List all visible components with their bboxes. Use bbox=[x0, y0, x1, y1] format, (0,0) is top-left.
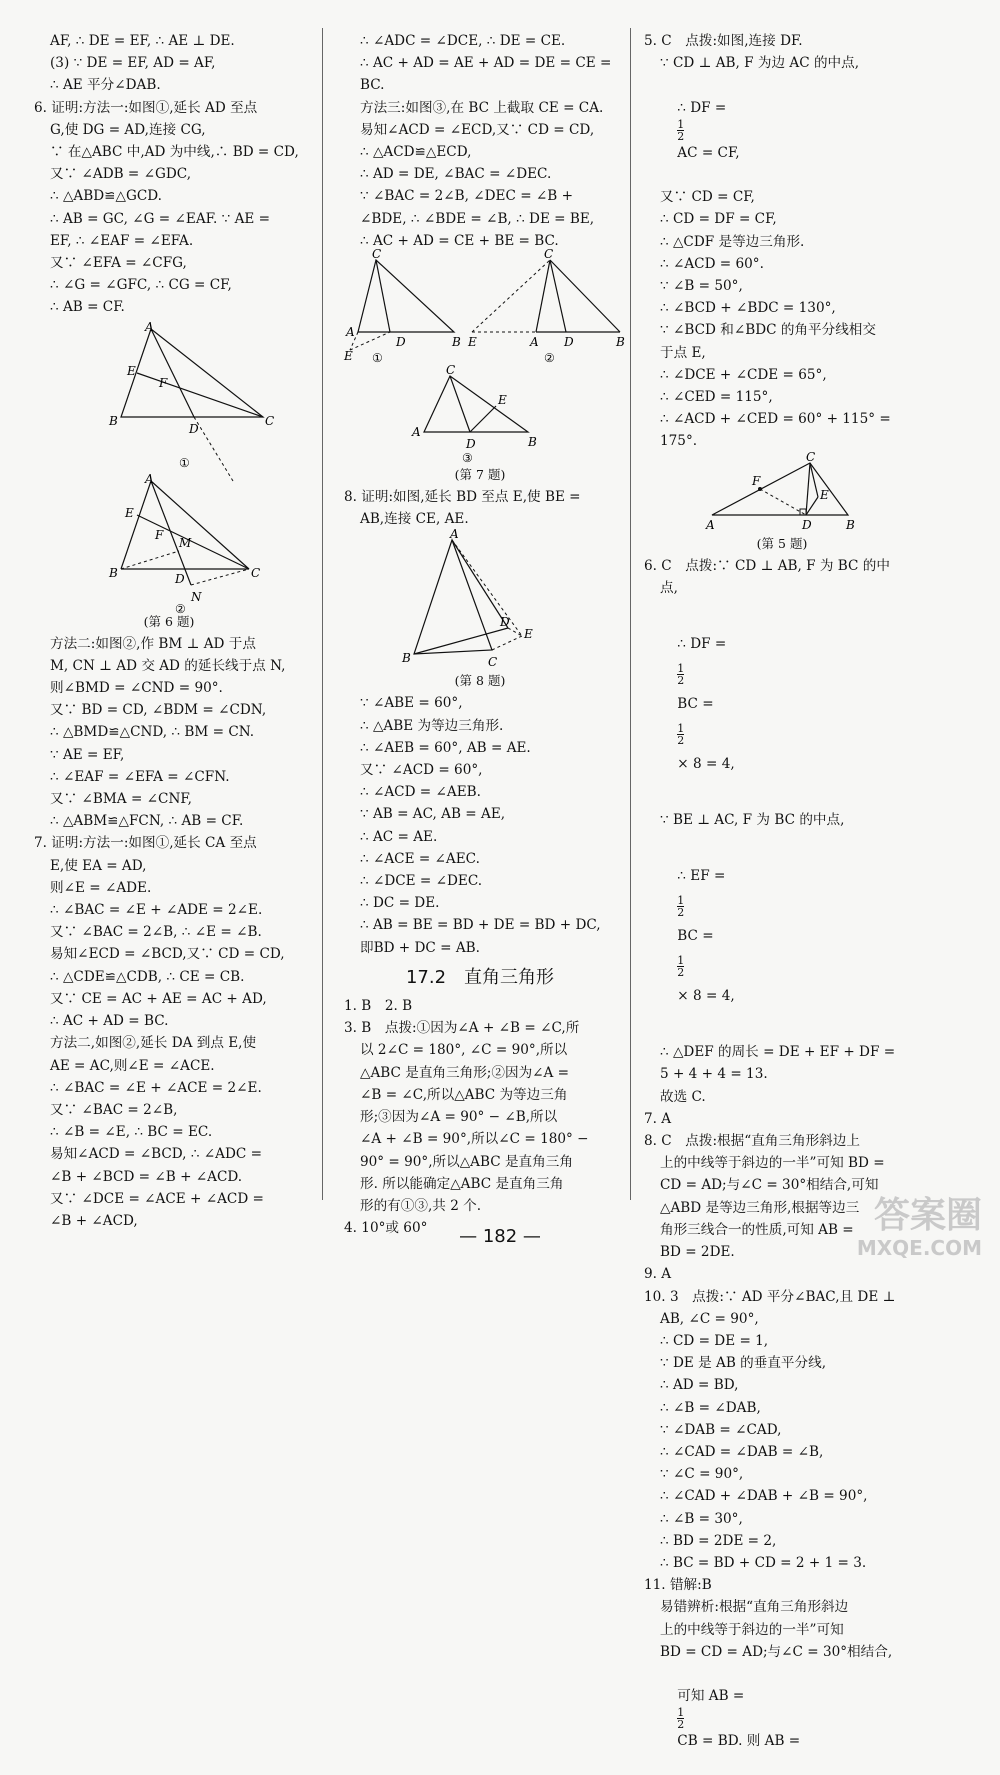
text-line: ∴ AD = BD, bbox=[660, 1377, 739, 1394]
text-line: ∵ DE 是 AB 的垂直平分线, bbox=[660, 1355, 827, 1372]
text-line: ∵ 在△ABC 中,AD 为中线,∴ BD = CD, bbox=[50, 144, 299, 161]
text-line: G,使 DG = AD,连接 CG, bbox=[50, 121, 206, 138]
text-line: ∴ BD = 2DE = 2, bbox=[660, 1532, 777, 1549]
fraction bbox=[677, 663, 684, 686]
fig-label: A bbox=[412, 425, 421, 440]
figure-q6-1 bbox=[79, 319, 275, 471]
fig-label: C bbox=[544, 247, 554, 262]
fraction-bottom: 2 bbox=[677, 129, 685, 143]
fig-label: E bbox=[524, 627, 533, 642]
text-line: 形. 所以能确定△ABC 是直角三角 bbox=[360, 1175, 564, 1192]
fig-label: A bbox=[145, 471, 154, 486]
col2-text-c bbox=[344, 692, 616, 958]
text-line: 5. C 点拨:如图,连接 DF. bbox=[644, 33, 803, 49]
text-line: ∴ ∠B = ∠E, ∴ BC = EC. bbox=[50, 1124, 213, 1141]
figure-caption: (第 5 题) bbox=[756, 535, 808, 551]
text-line: △ABC 是直角三角形;②因为∠A = bbox=[360, 1064, 570, 1081]
text-line: ∵ ∠DAB = ∠CAD, bbox=[660, 1421, 782, 1438]
fraction-top: 1 bbox=[677, 894, 685, 908]
col2-text-d bbox=[344, 995, 616, 1239]
text-fragment: AC = CF, bbox=[677, 144, 740, 161]
text-line: 4. 10°或 60° bbox=[344, 1220, 428, 1237]
text-line: 方法二,如图②,延长 DA 到点 E,使 bbox=[50, 1035, 257, 1052]
text-line: ∵ ∠ABE = 60°, bbox=[360, 695, 463, 712]
text-fragment: BC = bbox=[677, 696, 714, 713]
figure-q7-3 bbox=[410, 363, 550, 466]
fraction-top: 1 bbox=[677, 117, 685, 131]
text-line: 8. C 点拨:根据“直角三角形斜边上 bbox=[644, 1133, 860, 1150]
text-line bbox=[644, 74, 920, 186]
text-fragment: ∴ EF = bbox=[677, 868, 726, 885]
fig-label: E bbox=[125, 505, 134, 520]
text-line: ∵ CD ⊥ AB, F 为边 AC 的中点, bbox=[660, 55, 860, 72]
text-line: 易知∠ACD = ∠BCD, ∴ ∠ADC = bbox=[50, 1146, 263, 1163]
text-line: M, CN ⊥ AD 交 AD 的延长线于点 N, bbox=[50, 657, 286, 674]
fig-label: A bbox=[530, 335, 539, 350]
figure-caption: (第 8 题) bbox=[454, 673, 506, 689]
figure-caption: (第 6 题) bbox=[143, 613, 195, 629]
fraction bbox=[677, 723, 684, 746]
text-line: ∴ AB = CF. bbox=[50, 299, 125, 316]
fig-label: C bbox=[446, 363, 456, 378]
fig-label: C bbox=[488, 655, 498, 670]
text-line: 即BD + DC = AB. bbox=[360, 939, 480, 956]
text-line: 7. 证明:方法一:如图①,延长 CA 至点 bbox=[34, 835, 257, 852]
text-line: ∵ AE = EF, bbox=[50, 746, 125, 763]
fig-label: A bbox=[145, 319, 154, 334]
text-line: 方法二:如图②,作 BM ⊥ AD 于点 bbox=[50, 635, 256, 652]
text-line: AB, ∠C = 90°, bbox=[660, 1310, 759, 1327]
text-line: 175°. bbox=[660, 433, 698, 450]
text-line: ∴ ∠B = 30°, bbox=[660, 1510, 743, 1527]
text-line: ∠B = ∠C,所以△ABC 为等边三角 bbox=[360, 1086, 568, 1103]
text-line: ∴ ∠G = ∠GFC, ∴ CG = CF, bbox=[50, 277, 232, 294]
fig-label: A bbox=[450, 527, 459, 542]
column-2 bbox=[344, 30, 625, 1239]
text-line: 7. A bbox=[644, 1110, 672, 1127]
text-line: ∴ △ABM≌△FCN, ∴ AB = CF. bbox=[50, 813, 244, 830]
text-line: ∴ ∠BAC = ∠E + ∠ACE = 2∠E. bbox=[50, 1079, 262, 1096]
col3-text-a bbox=[644, 30, 920, 74]
text-line: CD = AD;与∠C = 30°相结合,可知 bbox=[660, 1177, 879, 1194]
fig-label: B bbox=[452, 335, 461, 350]
text-line: 又∵ ∠EFA = ∠CFG, bbox=[50, 255, 187, 272]
text-line: ∴ ∠BAC = ∠E + ∠ADE = 2∠E. bbox=[50, 902, 263, 919]
fraction-top: 1 bbox=[677, 662, 685, 676]
fig-label: C bbox=[806, 449, 816, 464]
text-line: ∴ AE 平分∠DAB. bbox=[50, 77, 161, 94]
text-line: ∵ ∠C = 90°, bbox=[660, 1466, 744, 1483]
text-line bbox=[644, 599, 920, 809]
text-line: 又∵ ∠ADB = ∠GDC, bbox=[50, 166, 192, 183]
text-line: 于点 E, bbox=[660, 344, 706, 361]
text-line: ∴ ∠AEB = 60°, AB = AE. bbox=[360, 739, 531, 756]
text-line: ∴ ∠DCE + ∠CDE = 65°, bbox=[660, 366, 827, 383]
text-line: 3. B 点拨:①因为∠A + ∠B = ∠C,所 bbox=[344, 1020, 580, 1037]
fig-label: B bbox=[109, 413, 118, 428]
text-line: ∴ ∠ACD = ∠AEB. bbox=[360, 784, 481, 801]
fig-label: C bbox=[372, 247, 382, 262]
text-line: ∴ AC = AE. bbox=[360, 828, 438, 845]
text-line: ∴ ∠CED = 115°, bbox=[660, 389, 773, 406]
text-line: 角形三线合一的性质,可知 AB = bbox=[660, 1221, 854, 1238]
text-line: ∴ ∠CAD = ∠DAB = ∠B, bbox=[660, 1443, 824, 1460]
column-3 bbox=[644, 30, 920, 1775]
watermark-logo bbox=[832, 1196, 982, 1260]
text-line: 又∵ ∠DCE = ∠ACE + ∠ACD = bbox=[50, 1190, 264, 1207]
fraction bbox=[677, 1707, 684, 1730]
text-line: 又∵ BD = CD, ∠BDM = ∠CDN, bbox=[50, 702, 267, 719]
text-line: 则∠E = ∠ADE. bbox=[50, 879, 152, 896]
fig-label: E bbox=[344, 349, 353, 364]
fraction-bottom: 2 bbox=[677, 734, 685, 748]
fig-label: A bbox=[346, 325, 355, 340]
text-line: 6. C 点拨:∵ CD ⊥ AB, F 为 BC 的中 bbox=[644, 557, 890, 574]
fraction-top: 1 bbox=[677, 954, 685, 968]
fig-label: C bbox=[265, 413, 275, 428]
text-line: EF, ∴ ∠EAF = ∠EFA. bbox=[50, 232, 194, 249]
section-title: 17.2 直角三角形 bbox=[405, 966, 555, 988]
fig-label: F bbox=[752, 473, 761, 488]
text-line: AF, ∴ DE = EF, ∴ AE ⊥ DE. bbox=[50, 33, 235, 49]
text-line: ∵ ∠B = 50°, bbox=[660, 278, 743, 295]
fig-label: B bbox=[402, 651, 411, 666]
fig-label: C bbox=[251, 565, 261, 580]
text-line: BD = CD = AD;与∠C = 30°相结合, bbox=[660, 1643, 893, 1660]
text-line: ∴ ∠DCE = ∠DEC. bbox=[360, 873, 483, 890]
text-line: ∴ BC = BD + CD = 2 + 1 = 3. bbox=[660, 1554, 867, 1571]
text-line: (3) ∵ DE = EF, AD = AF, bbox=[50, 55, 216, 72]
figure-q6-2 bbox=[79, 471, 261, 616]
fig-label: D bbox=[802, 517, 812, 532]
text-line: 形;③因为∠A = 90° − ∠B,所以 bbox=[360, 1109, 558, 1126]
fraction bbox=[677, 955, 684, 978]
text-line: AE = AC,则∠E = ∠ACE. bbox=[50, 1057, 215, 1074]
fig-label: ③ bbox=[462, 451, 473, 466]
text-fragment: 可知 AB = bbox=[677, 1688, 745, 1705]
fig-label: D bbox=[175, 571, 185, 586]
text-line: ∴ ∠ACD = 60°. bbox=[660, 255, 764, 272]
text-line: ∴ AB = BE = BD + DE = BD + DC, bbox=[360, 917, 601, 934]
text-line: ∵ ∠BAC = 2∠B, ∠DEC = ∠B + bbox=[360, 188, 574, 205]
text-line: ∴ CD = DE = 1, bbox=[660, 1332, 769, 1349]
text-line: ∠A + ∠B = 90°,所以∠C = 180° − bbox=[360, 1131, 589, 1148]
fig-label: D bbox=[564, 335, 574, 350]
fig-label: B bbox=[109, 565, 118, 580]
text-fragment: × 8 = 4, bbox=[677, 756, 735, 773]
fig-label: E bbox=[468, 335, 477, 350]
fraction-bottom: 2 bbox=[677, 674, 685, 688]
figure-q5 bbox=[702, 449, 862, 535]
fig-label: N bbox=[191, 589, 202, 604]
text-line: ∴ ∠BCD + ∠BDC = 130°, bbox=[660, 300, 836, 317]
text-line: 10. 3 点拨:∵ AD 平分∠BAC,且 DE ⊥ bbox=[644, 1288, 896, 1305]
column-divider-1 bbox=[322, 28, 323, 1200]
fig-label: ① bbox=[372, 351, 383, 366]
fig-label: ② bbox=[175, 601, 186, 616]
text-line: ∵ ∠BCD 和∠BDC 的角平分线相交 bbox=[660, 322, 876, 339]
text-line: ∴ ∠B = ∠DAB, bbox=[660, 1399, 761, 1416]
text-line: 上的中线等于斜边的一半”可知 bbox=[660, 1621, 844, 1638]
fig-label: E bbox=[127, 363, 136, 378]
text-line: BD = 2DE. bbox=[660, 1244, 735, 1261]
fig-label: D bbox=[500, 615, 510, 630]
text-line: ∴ AB = GC, ∠G = ∠EAF. ∵ AE = bbox=[50, 210, 271, 227]
text-line: ∠B + ∠ACD, bbox=[50, 1212, 138, 1229]
fig-label: E bbox=[498, 393, 507, 408]
text-line: ∴ ∠ACE = ∠AEC. bbox=[360, 850, 480, 867]
text-line bbox=[644, 831, 920, 1041]
figure-caption: (第 7 题) bbox=[454, 467, 506, 483]
text-line: 故选 C. bbox=[660, 1088, 706, 1105]
page-number: — 182 — bbox=[459, 1226, 541, 1247]
text-line: 以 2∠C = 180°, ∠C = 90°,所以 bbox=[360, 1042, 568, 1059]
text-line: ∴ AC + AD = AE + AD = DE = CE = bbox=[360, 55, 612, 72]
fraction bbox=[677, 119, 684, 142]
text-line: ∵ AB = AC, AB = AE, bbox=[360, 806, 506, 823]
text-line: ∴ AC + AD = CE + BE = BC. bbox=[360, 232, 559, 249]
col3-text-d bbox=[644, 1041, 920, 1663]
text-line: ∴ △CDE≌△CDB, ∴ CE = CB. bbox=[50, 968, 245, 985]
text-line: 11. 错解:B bbox=[644, 1577, 712, 1594]
fig-label: ① bbox=[179, 455, 190, 470]
text-line: 5 + 4 + 4 = 13. bbox=[660, 1066, 768, 1083]
text-line: 6. 证明:方法一:如图①,延长 AD 至点 bbox=[34, 99, 258, 116]
column-1 bbox=[34, 30, 304, 1232]
text-line: ∴ ∠ACD + ∠CED = 60° + 115° = bbox=[660, 411, 891, 428]
fig-label: B bbox=[528, 435, 537, 450]
fig-label: D bbox=[189, 421, 199, 436]
fig-label: M bbox=[179, 535, 192, 550]
text-line: 则∠BMD = ∠CND = 90°. bbox=[50, 680, 223, 697]
text-line: 又∵ ∠ACD = 60°, bbox=[360, 762, 483, 779]
text-line: 9. A bbox=[644, 1266, 672, 1283]
fraction-bottom: 2 bbox=[677, 1718, 685, 1732]
text-line: ∠B + ∠BCD = ∠B + ∠ACD. bbox=[50, 1168, 243, 1185]
watermark-url: MXQE.COM bbox=[856, 1236, 982, 1260]
fig-label: E bbox=[820, 487, 829, 502]
fig-label: F bbox=[155, 527, 164, 542]
text-line: 1. B 2. B bbox=[344, 998, 413, 1015]
figure-q8 bbox=[400, 527, 560, 672]
text-fragment: BC = bbox=[677, 928, 714, 945]
col2-text-a bbox=[344, 30, 616, 252]
text-line: ∴ AD = DE, ∠BAC = ∠DEC. bbox=[360, 166, 552, 183]
fig-label: ② bbox=[544, 351, 555, 366]
text-line: ∴ △CDF 是等边三角形. bbox=[660, 233, 805, 250]
text-line: △ABD 是等边三角形,根据等边三 bbox=[660, 1199, 860, 1216]
fig-label: B bbox=[846, 517, 855, 532]
text-fragment: ∴ DF = bbox=[677, 636, 727, 653]
col3-text-c bbox=[644, 555, 920, 599]
text-line: ∴ △BMD≌△CND, ∴ BM = CN. bbox=[50, 724, 255, 741]
text-line: 易知∠ECD = ∠BCD,又∵ CD = CD, bbox=[50, 946, 285, 963]
text-line: 易知∠ACD = ∠ECD,又∵ CD = CD, bbox=[360, 121, 595, 138]
text-line: 又∵ CE = AC + AE = AC + AD, bbox=[50, 990, 267, 1007]
watermark-text: 答案圈 bbox=[873, 1195, 982, 1236]
col1-text-b bbox=[34, 633, 304, 1232]
text-line bbox=[644, 1663, 920, 1775]
fig-label: A bbox=[706, 517, 715, 532]
fraction-bottom: 2 bbox=[677, 966, 685, 980]
text-line: 点, bbox=[660, 579, 678, 596]
text-fragment: × 8 = 4, bbox=[677, 988, 735, 1005]
text-line: ∴ ∠ADC = ∠DCE, ∴ DE = CE. bbox=[360, 33, 566, 49]
column-divider-2 bbox=[630, 28, 631, 1200]
fig-label: F bbox=[159, 375, 168, 390]
text-line: ∴ △ABD≌△GCD. bbox=[50, 188, 162, 205]
fig-label: B bbox=[616, 335, 625, 350]
text-line: ∴ ∠EAF = ∠EFA = ∠CFN. bbox=[50, 768, 230, 785]
text-line: ∵ BE ⊥ AC, F 为 BC 的中点, bbox=[660, 812, 845, 829]
text-fragment: ∴ DF = bbox=[677, 99, 727, 116]
text-line: 上的中线等于斜边的一半”可知 BD = bbox=[660, 1155, 885, 1172]
text-line: ∴ △ACD≌△ECD, bbox=[360, 144, 472, 161]
text-line: 又∵ ∠BAC = 2∠B, ∴ ∠E = ∠B. bbox=[50, 924, 262, 941]
fraction-top: 1 bbox=[677, 722, 685, 736]
text-line: 形的有①③,共 2 个. bbox=[360, 1197, 482, 1214]
text-line: BC. bbox=[360, 77, 385, 94]
text-line: 又∵ ∠BAC = 2∠B, bbox=[50, 1101, 178, 1118]
text-line: ∴ DC = DE. bbox=[360, 895, 440, 912]
text-line: ∴ △ABE 为等边三角形. bbox=[360, 717, 504, 734]
text-line: ∴ ∠CAD + ∠DAB + ∠B = 90°, bbox=[660, 1488, 868, 1505]
col1-text-a bbox=[34, 30, 304, 319]
fig-label: D bbox=[396, 335, 406, 350]
text-line: E,使 EA = AD, bbox=[50, 857, 147, 874]
fig-label: D bbox=[466, 437, 476, 452]
figure-q7-1-2 bbox=[344, 247, 625, 366]
col3-text-b bbox=[644, 186, 920, 452]
text-line: 易错辨析:根据“直角三角形斜边 bbox=[660, 1599, 849, 1616]
text-line: ∴ △DEF 的周长 = DE + EF + DF = bbox=[660, 1044, 896, 1061]
text-line: ∴ CD = DF = CF, bbox=[660, 211, 777, 228]
text-line: ∠BDE, ∴ ∠BDE = ∠B, ∴ DE = BE, bbox=[360, 210, 595, 227]
text-line: 又∵ CD = CF, bbox=[660, 189, 755, 206]
text-line: AB,连接 CE, AE. bbox=[360, 511, 469, 528]
text-fragment: CB = BD. 则 AB = bbox=[677, 1733, 801, 1750]
fraction-bottom: 2 bbox=[677, 906, 685, 920]
text-line: 又∵ ∠BMA = ∠CNF, bbox=[50, 791, 192, 808]
text-line: 90° = 90°,所以△ABC 是直角三角 bbox=[360, 1153, 573, 1170]
col2-text-b bbox=[344, 486, 616, 530]
fraction bbox=[677, 895, 684, 918]
text-line: ∴ AC + AD = BC. bbox=[50, 1013, 169, 1030]
text-line: 方法三:如图③,在 BC 上截取 CE = CA. bbox=[360, 99, 604, 116]
fraction-top: 1 bbox=[677, 1706, 685, 1720]
text-line: 8. 证明:如图,延长 BD 至点 E,使 BE = bbox=[344, 489, 581, 506]
